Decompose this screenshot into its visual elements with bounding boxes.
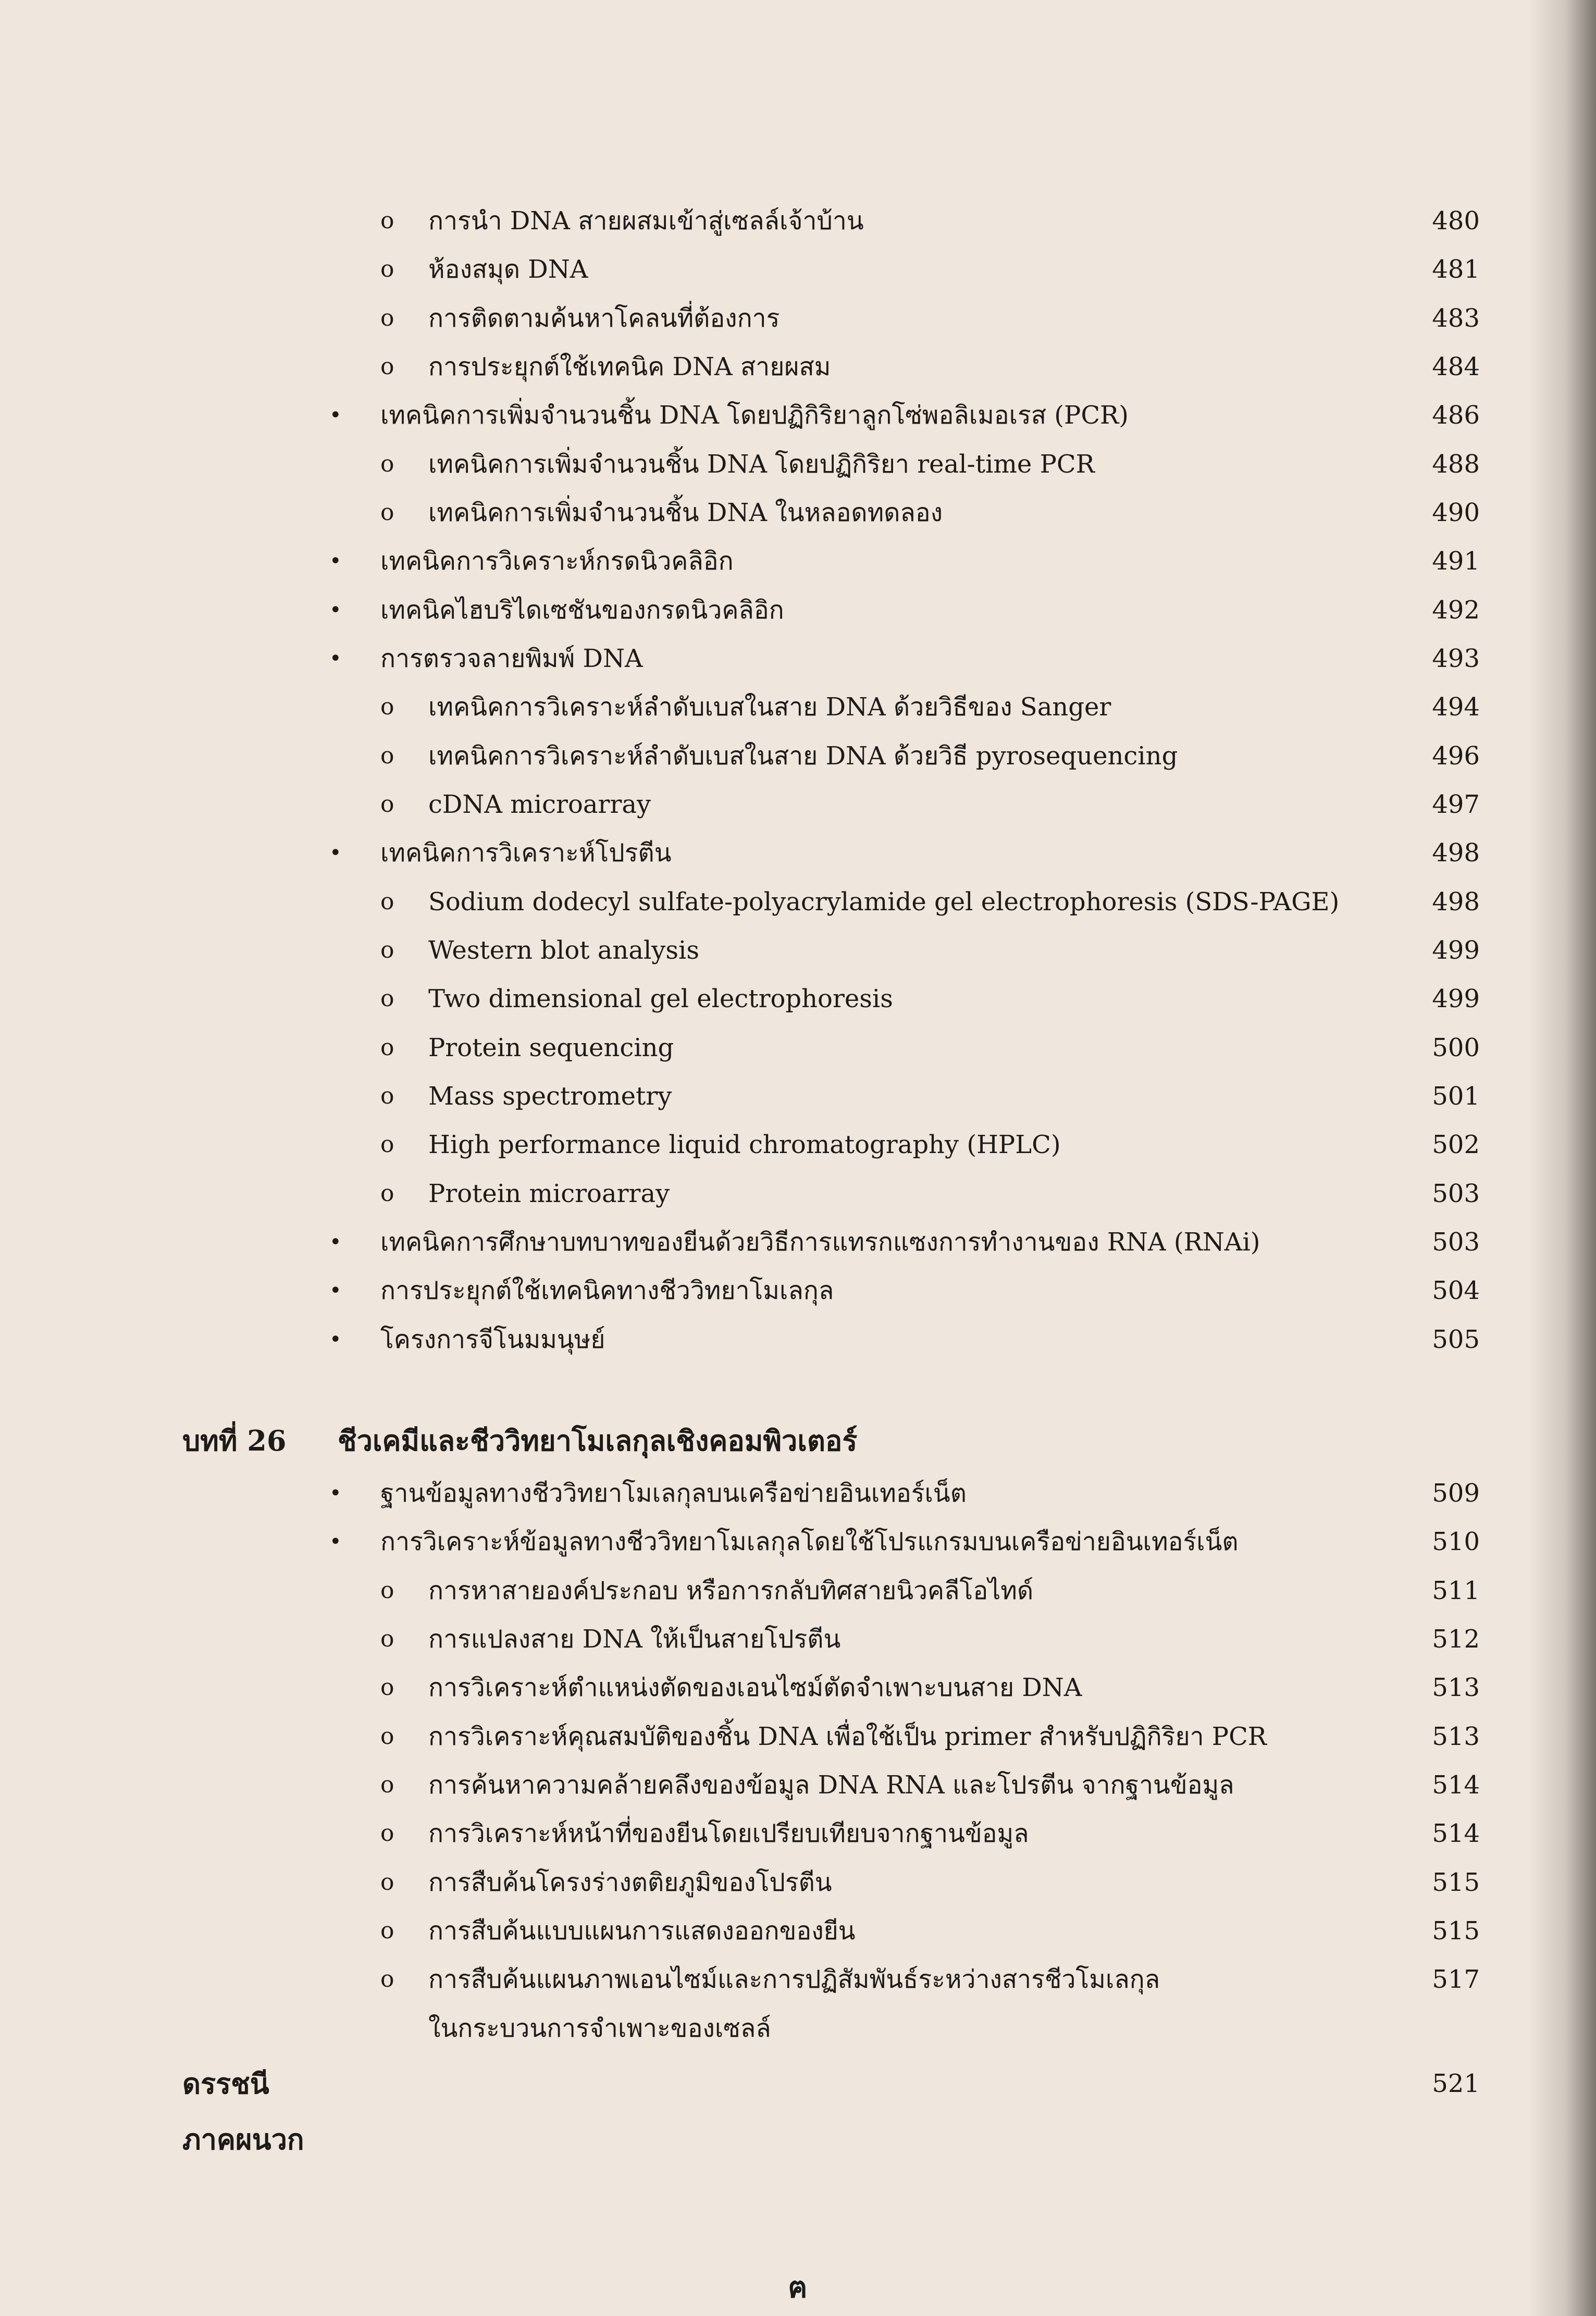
toc-entry-continuation: ในกระบวนการจำเพาะของเซลล์ [428, 2014, 771, 2043]
toc-entry: o Sodium dodecyl sulfate-polyacrylamide gel electrophoresis (SDS-PAGE) 498 [380, 887, 1480, 917]
toc-entry: o การติดตามค้นหาโคลนที่ต้องการ 483 [380, 304, 1480, 333]
toc-entry: o การวิเคราะห์ตำแหน่งตัดของเอนไซม์ตัดจำเพาะบนสาย DNA 513 [380, 1673, 1480, 1702]
toc-entry: • โครงการจีโนมมนุษย์ 505 [329, 1325, 1480, 1354]
toc-entry: o Protein sequencing 500 [380, 1033, 1480, 1062]
toc-entry: o เทคนิคการวิเคราะห์ลำดับเบสในสาย DNA ด้วยวิธีของ Sanger 494 [380, 692, 1480, 722]
toc-entry: o การประยุกต์ใช้เทคนิค DNA สายผสม 484 [380, 352, 1480, 381]
toc-entry: • การวิเคราะห์ข้อมูลทางชีววิทยาโมเลกุลโดยใช้โปรแกรมบนเครือข่ายอินเทอร์เน็ต 510 [329, 1527, 1480, 1556]
toc-entry: o เทคนิคการเพิ่มจำนวนชิ้น DNA ในหลอดทดลอง 490 [380, 498, 1480, 527]
chapter-title: ชีวเคมีและชีววิทยาโมเลกุลเชิงคอมพิวเตอร์ [338, 1424, 858, 1457]
toc-entry: o การนำ DNA สายผสมเข้าสู่เซลล์เจ้าบ้าน 480 [380, 206, 1480, 236]
toc-entry: o การสืบค้นแบบแผนการแสดงออกของยีน 515 [380, 1916, 1480, 1946]
toc-entry: o cDNA microarray 497 [380, 790, 1480, 819]
chapter-heading [0, 1420, 1596, 1462]
toc-entry: • เทคนิคการศึกษาบทบาทของยีนด้วยวิธีการแทรกแซงการทำงานของ RNA (RNAi) 503 [329, 1228, 1480, 1257]
toc-entry: o Western blot analysis 499 [380, 936, 1480, 965]
toc-entry: o เทคนิคการวิเคราะห์ลำดับเบสในสาย DNA ด้วยวิธี pyrosequencing 496 [380, 741, 1480, 771]
toc-entry: • การประยุกต์ใช้เทคนิคทางชีววิทยาโมเลกุล 504 [329, 1276, 1480, 1305]
toc-entry: • เทคนิคการวิเคราะห์กรดนิวคลิอิก 491 [329, 547, 1480, 576]
toc-entry: o การวิเคราะห์หน้าที่ของยีนโดยเปรียบเทียบจากฐานข้อมูล 514 [380, 1819, 1480, 1848]
toc-entry: • เทคนิคการวิเคราะห์โปรตีน 498 [329, 838, 1480, 868]
toc-entry: o การวิเคราะห์คุณสมบัติของชิ้น DNA เพื่อใช้เป็น primer สำหรับปฏิกิริยา PCR 513 [380, 1722, 1480, 1751]
toc-entry: o ห้องสมุด DNA 481 [380, 255, 1480, 284]
toc-entry: • เทคนิคไฮบริไดเซชันของกรดนิวคลิอิก 492 [329, 596, 1480, 625]
toc-entry: o การแปลงสาย DNA ให้เป็นสายโปรตีน 512 [380, 1625, 1480, 1654]
toc-entry: o การสืบค้นแผนภาพเอนไซม์และการปฏิสัมพันธ์ระหว่างสารชีวโมเลกุล 517 [380, 1965, 1480, 1994]
toc-entry: o Protein microarray 503 [380, 1179, 1480, 1208]
index-entry: ดรรชนี 521 [182, 2067, 1480, 2100]
toc-entry: o การหาสายองค์ประกอบ หรือการกลับทิศสายนิวคลีโอไทด์ 511 [380, 1576, 1480, 1605]
toc-entry: • เทคนิคการเพิ่มจำนวนชิ้น DNA โดยปฏิกิริยาลูกโซ่พอลิเมอเรส (PCR) 486 [329, 401, 1480, 430]
toc-entry: o เทคนิคการเพิ่มจำนวนชิ้น DNA โดยปฏิกิริยา real-time PCR 488 [380, 450, 1480, 479]
chapter-number: บทที่ 26 [182, 1424, 287, 1457]
toc-entry: o การค้นหาความคล้ายคลึงของข้อมูล DNA RNA และโปรตีน จากฐานข้อมูล 514 [380, 1770, 1480, 1800]
appendix-entry: ภาคผนวก [182, 2123, 304, 2156]
toc-entry: o Mass spectrometry 501 [380, 1082, 1480, 1111]
toc-entry: • ฐานข้อมูลทางชีววิทยาโมเลกุลบนเครือข่ายอินเทอร์เน็ต 509 [329, 1479, 1480, 1508]
toc-entry: o High performance liquid chromatography (HPLC) 502 [380, 1130, 1480, 1159]
toc-entry: o การสืบค้นโครงร่างตติยภูมิของโปรตีน 515 [380, 1868, 1480, 1897]
toc-entry: • การตรวจลายพิมพ์ DNA 493 [329, 644, 1480, 673]
toc-entry: o Two dimensional gel electrophoresis 499 [380, 984, 1480, 1013]
page-number: ฅ [788, 2270, 808, 2305]
